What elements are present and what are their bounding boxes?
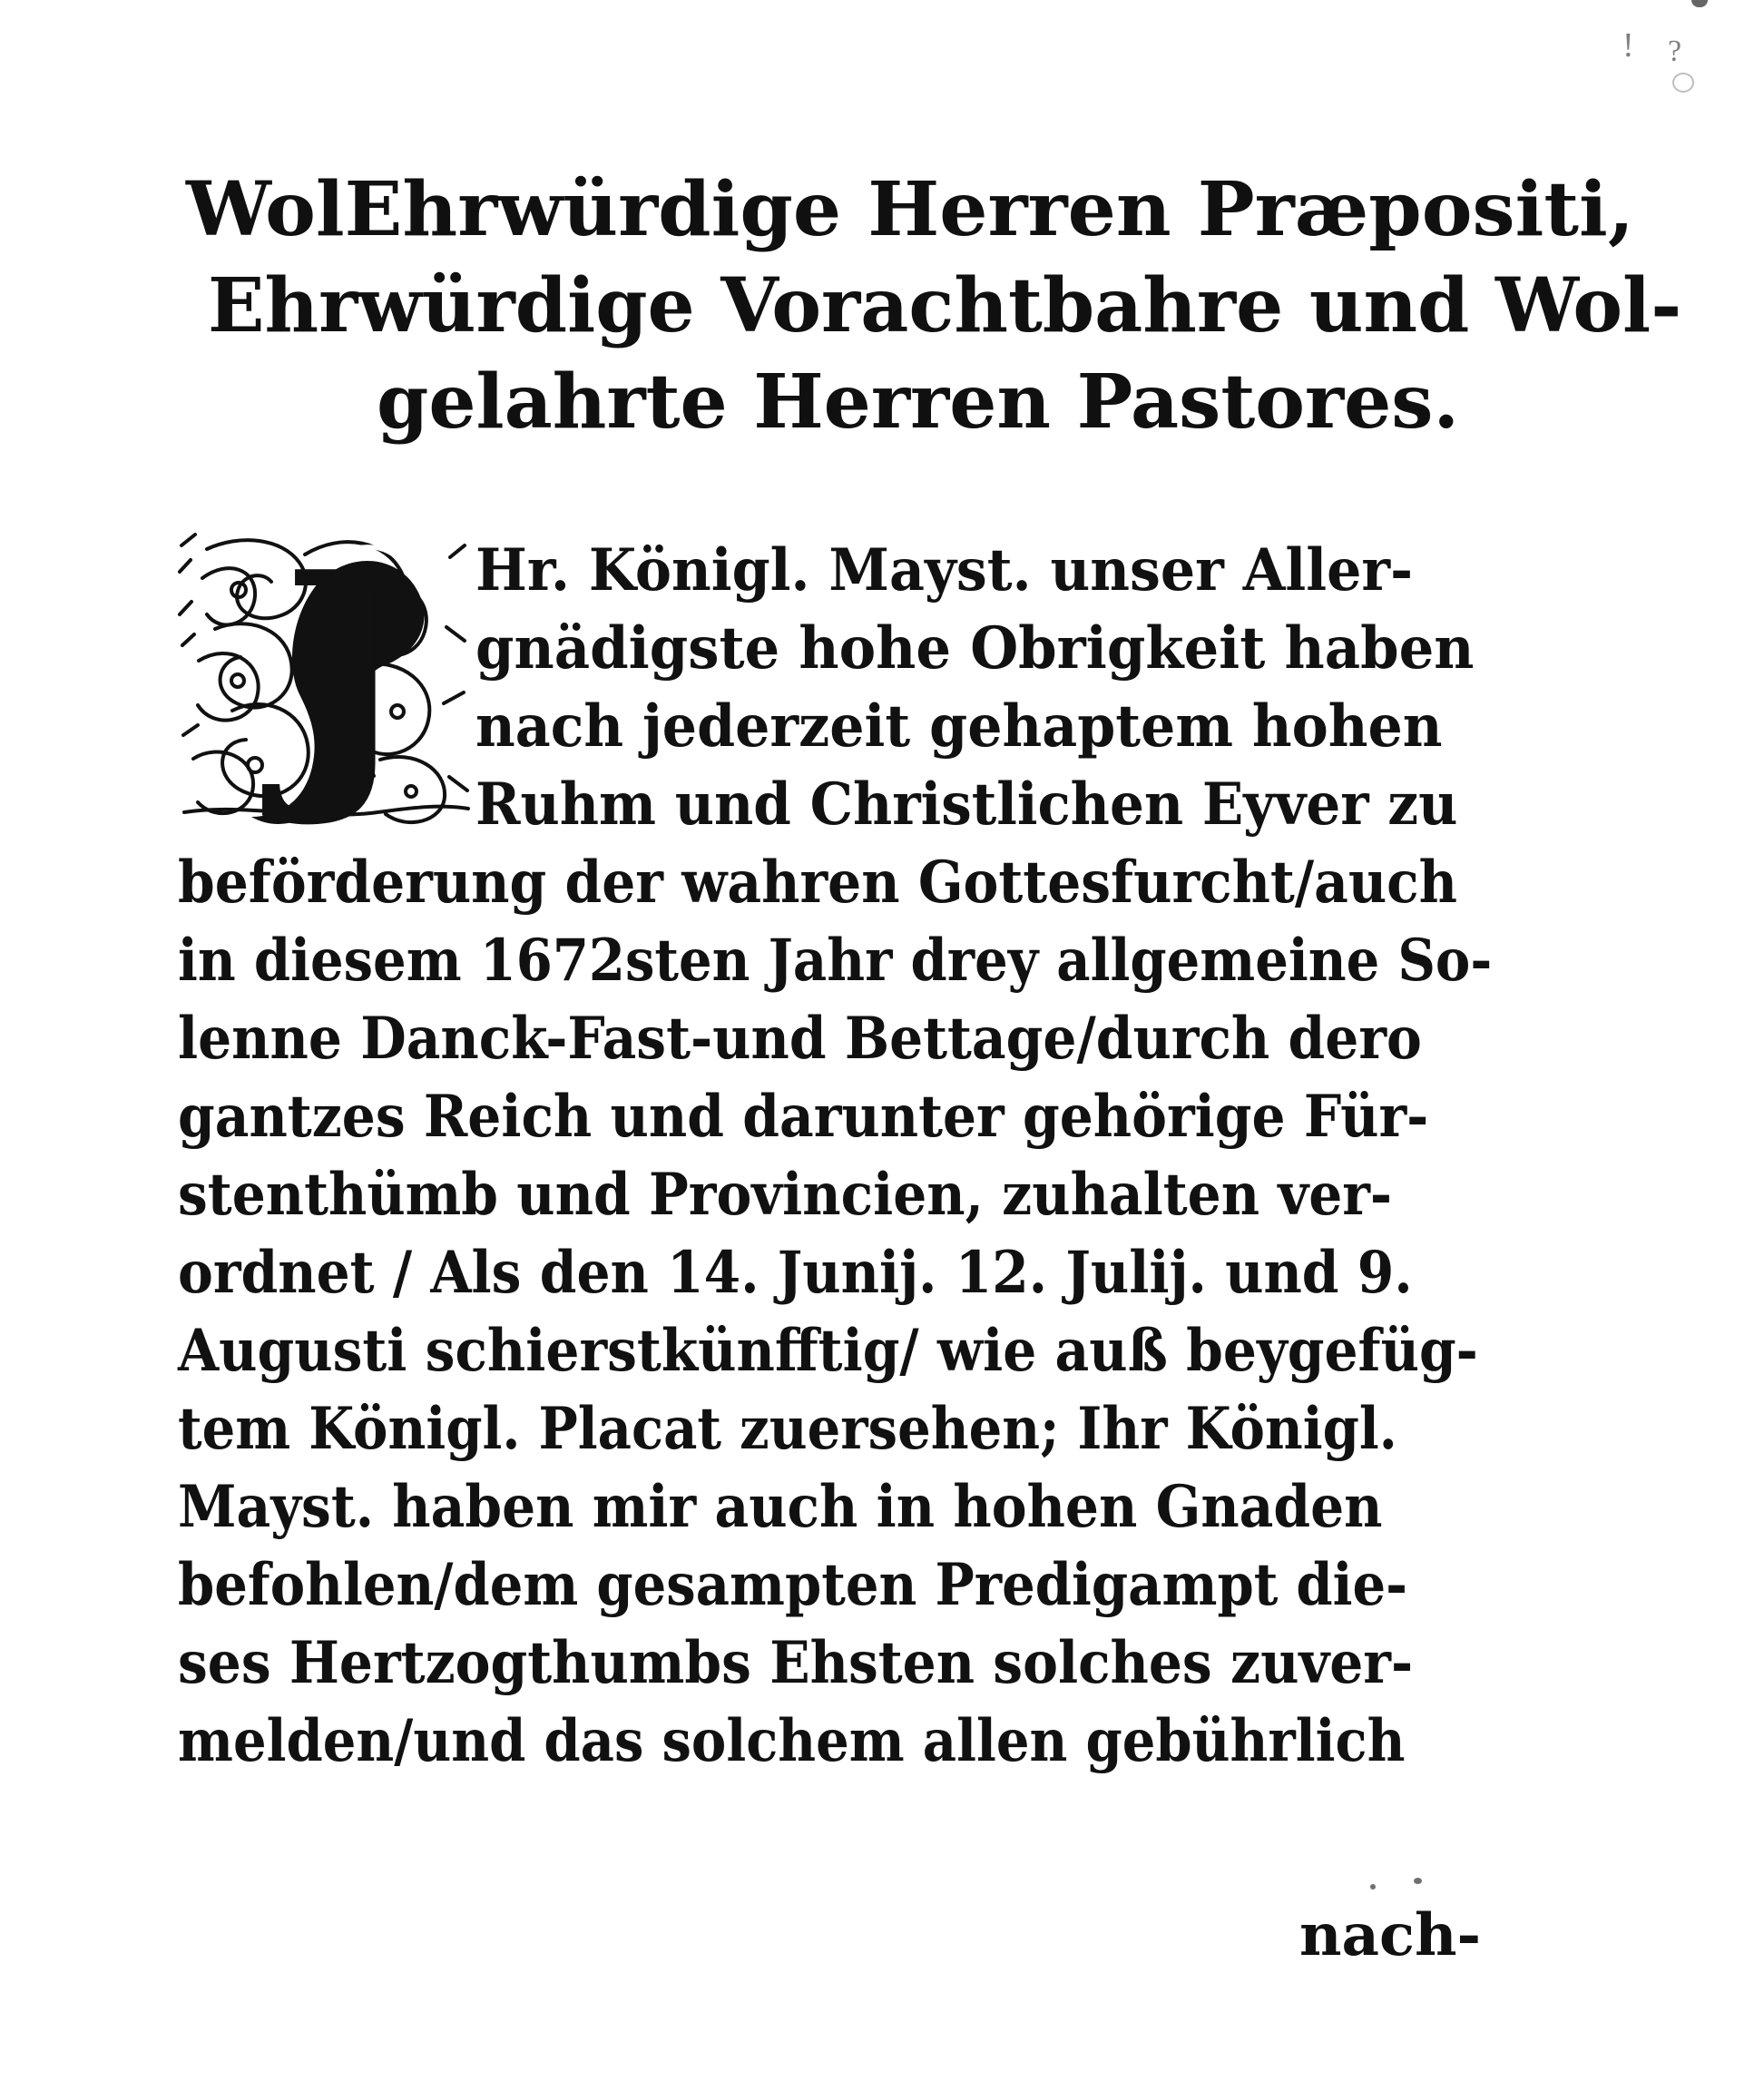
body-line: ses Hertzogthumbs Ehsten solches zuver- [178, 1629, 1414, 1697]
body-line: tem Königl. Placat zuersehen; Ihr Königl. [178, 1395, 1397, 1463]
body-line: beförderung der wahren Gottesfurcht/auch [178, 849, 1457, 917]
ink-blot [1691, 0, 1708, 7]
ink-speck [1370, 1884, 1376, 1890]
title-line: gelahrte Herren Pastores. [377, 358, 1460, 446]
body-line: gantzes Reich und darunter gehörige Für- [178, 1083, 1429, 1151]
body-line: in diesem 1672sten Jahr drey allgemeine So- [178, 927, 1493, 995]
body-line: gnädigste hohe Obrigkeit haben [475, 614, 1475, 682]
body-line: lenne Danck-Fast-und Bettage/durch dero [178, 1005, 1422, 1073]
ink-speck [1414, 1878, 1422, 1884]
scan-circle-mark [1672, 73, 1694, 93]
initial-letter: J [282, 512, 411, 832]
body-paragraph [178, 512, 1493, 1781]
body-line: melden/und das solchem allen gebührlich [178, 1707, 1406, 1775]
body-line: Mayst. haben mir auch in hohen Gnaden [178, 1473, 1383, 1541]
body-line: befohlen/dem gesampten Predigampt die- [178, 1551, 1408, 1619]
title-line: WolEhrwürdige Herren Præpositi, [186, 166, 1634, 253]
catchword: nach- [1299, 1901, 1482, 1969]
body-line: Hr. Königl. Mayst. unser Aller- [475, 536, 1414, 604]
body-line: stenthümb und Provincien, zuhalten ver- [178, 1161, 1393, 1229]
body-line: ordnet / Als den 14. Junij. 12. Julij. und 9. [178, 1239, 1413, 1307]
scan-mark: ! [1622, 26, 1634, 64]
scan-mark: ? [1668, 34, 1682, 68]
body-line: Ruhm und Christlichen Eyver zu [475, 771, 1458, 839]
document-title [186, 162, 1682, 450]
title-line: Ehrwürdige Vorachtbahre und Wol- [208, 262, 1682, 349]
body-line: nach jederzeit gehaptem hohen [475, 692, 1443, 761]
body-line: Augusti schierstkünfftig/ wie auß beygefüg- [178, 1317, 1478, 1385]
